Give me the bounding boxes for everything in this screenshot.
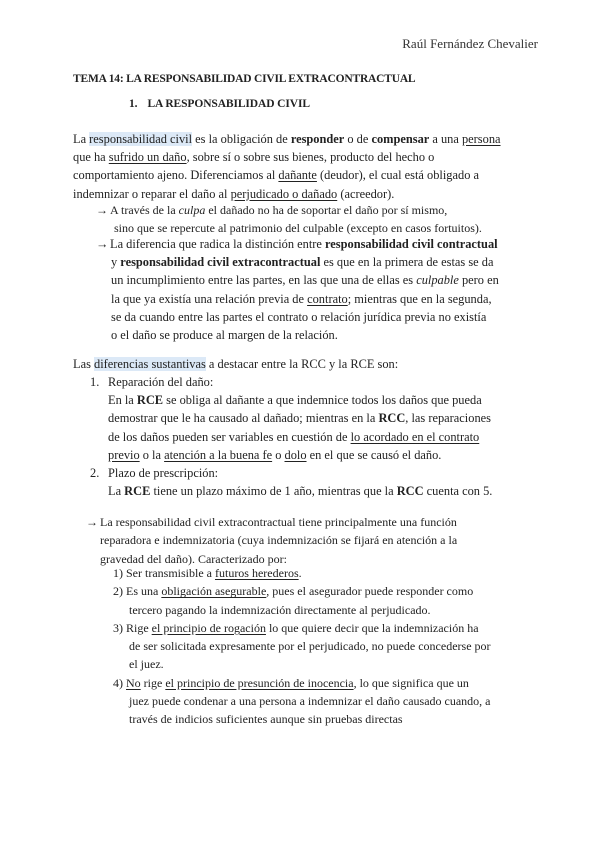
list-item: 2) Es una obligación asegurable, pues el asegurador puede responder como — [113, 584, 474, 599]
intro-line-2: que ha sufrido un daño, sobre sí o sobre sus bienes, producto del hecho o — [73, 150, 435, 165]
characteristics-list: 1) Ser transmisible a futuros herederos. 2) Es una obligación asegurable, pues el asegurador puede responder como tercero pagando la indemnización directamente al perjudicado. 3) Rige el principio de rogación lo que quiere decir que la indemnización ha de ser solicitada expresamente por el perjudicado, no puede concederse por el juez. 4) No rige el principio de presunción de inocencia, lo que significa que un juez puede condenar a una persona a indemnizar el daño causado cuando, a través de indicios suficientes aunque sin pruebas directas — [113, 566, 491, 727]
list-item: 4) No rige el principio de presunción de inocencia, lo que significa que un — [113, 675, 469, 690]
arrow-point-culpa: → A través de la culpa el dañado no ha de soportar el daño por sí mismo, sino que se repercute al patrimonio del culpable (excepto en casos fortuitos). — [96, 203, 482, 236]
numbered-list-diferencias: 1. Reparación del daño: En la RCE se obliga al dañante a que indemnice todos los daños que pueda demostrar que le ha causado al dañado; mientras en la RCC, las reparaciones de los daños pueden ser variables en cuestión de lo acordado en el contrato previo o la atención a la buena fe o dolo en el que se causó el daño. 2. Plazo de prescripción: La RCE tiene un plazo máximo de 1 año, mientras que la RCC cuenta con 5. — [90, 375, 493, 499]
right-arrow-icon: → — [86, 515, 98, 529]
diferencias-paragraph: Las diferencias sustantivas a destacar entre la RCC y la RCE son: — [73, 357, 399, 371]
highlight-diferencias: diferencias sustantivas — [94, 357, 206, 371]
author-name: Raúl Fernández Chevalier — [402, 36, 538, 51]
section-number: 1. — [129, 98, 138, 110]
right-arrow-icon: → — [96, 237, 109, 251]
section-heading — [129, 98, 310, 110]
list-item: 1. Reparación del daño: — [90, 375, 214, 389]
list-item: 1) Ser transmisible a futuros herederos. — [113, 566, 302, 580]
arrow-point-diferencia: → La diferencia que radica la distinción entre responsabilidad civil contractual y responsabilidad civil extracontractual es que en la primera de estas se da un incumplimiento entre las partes, en las que una de ellas es culpable pero en la que ya existía una relación previa de contrato; mientras que en la segunda, se da cuando entre las partes el contrato o relación jurídica previa no existía o el daño se produce al margen de la relación. — [96, 237, 499, 343]
intro-line-4: indemnizar o reparar el daño al perjudicado o dañado (acreedor). — [73, 186, 395, 201]
section-title: LA RESPONSABILIDAD CIVIL — [147, 98, 310, 110]
list-item: 2. Plazo de prescripción: — [90, 466, 219, 481]
right-arrow-icon: → — [96, 203, 108, 217]
arrow-point-funcion: → La responsabilidad civil extracontractual tiene principalmente una función reparadora e indemnizatoria (cuya indemnización se fijará en atención a la gravedad del daño). Caracterizado por: — [86, 515, 458, 566]
list-item: 3) Rige el principio de rogación lo que quiere decir que la indemnización ha — [113, 620, 479, 635]
intro-paragraph — [73, 130, 501, 203]
highlight-responsabilidad-civil: responsabilidad civil — [89, 132, 193, 146]
intro-line-3: comportamiento ajeno. Diferenciamos al dañante (deudor), el cual está obligado a — [73, 168, 479, 183]
intro-line-1: La responsabilidad civil es la obligación de responder o de compensar a una persona — [73, 132, 501, 146]
topic-title: TEMA 14: LA RESPONSABILIDAD CIVIL EXTRACONTRACTUAL — [73, 73, 416, 85]
